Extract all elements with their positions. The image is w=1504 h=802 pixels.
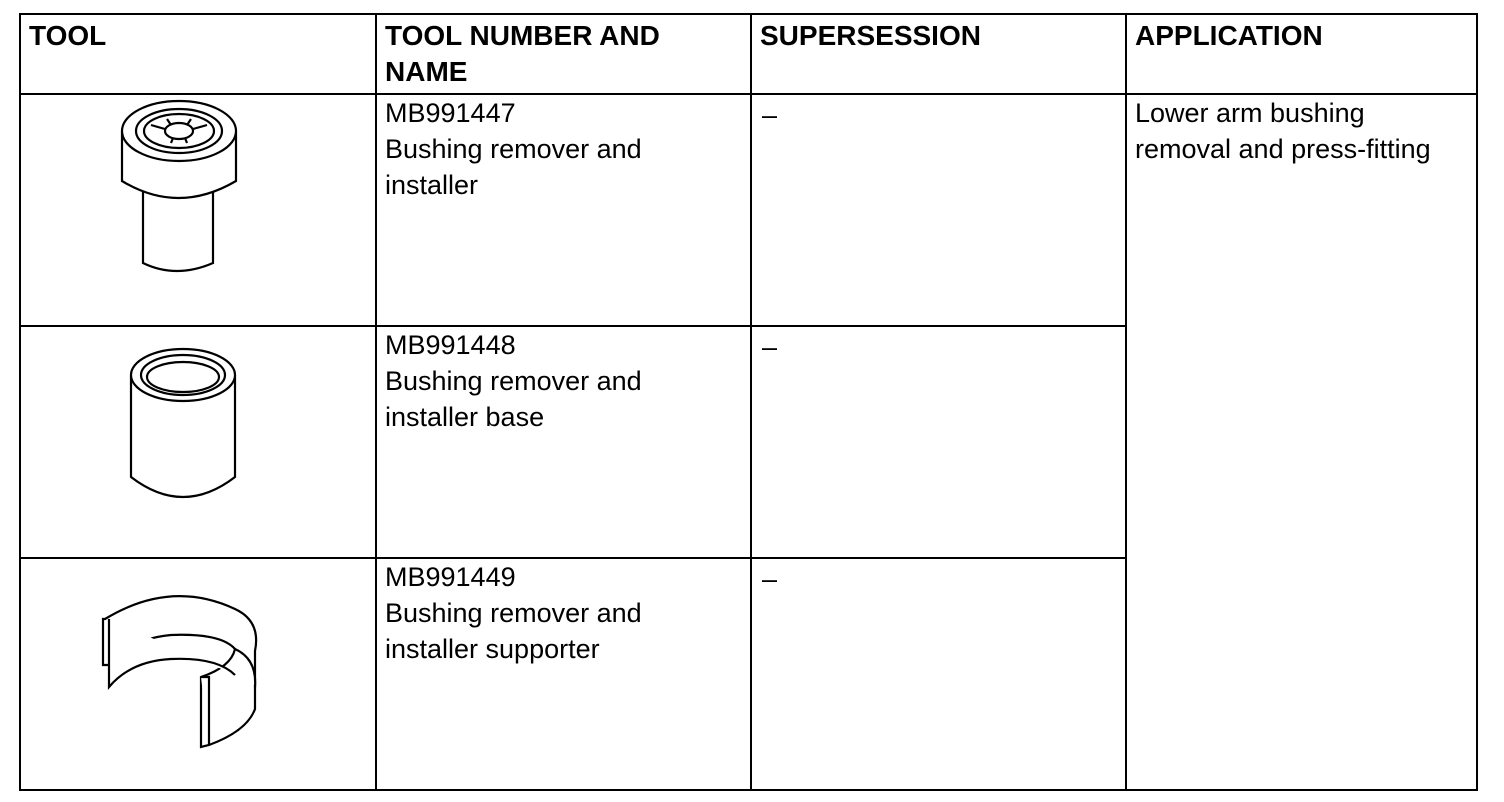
tool-image-cell — [20, 558, 376, 790]
supersession-value: – — [762, 332, 778, 362]
header-tool-number-name: TOOL NUMBER AND NAME — [376, 14, 751, 94]
tool-name: Bushing remover and installer base — [385, 366, 642, 432]
tool-number-name-cell — [376, 558, 751, 790]
header-supersession: SUPERSESSION — [751, 14, 1126, 94]
bushing-installer-base-icon — [21, 327, 377, 555]
bushing-remover-installer-icon — [21, 95, 377, 323]
tool-number: MB991447 — [385, 98, 516, 128]
special-tools-table — [19, 13, 1478, 791]
bushing-installer-supporter-icon — [21, 559, 377, 787]
supersession-cell — [751, 94, 1126, 326]
tool-image-cell — [20, 94, 376, 326]
application-text: Lower arm bushing removal and press-fitting — [1135, 98, 1431, 164]
tool-number-name-cell — [376, 94, 751, 326]
application-cell — [1126, 94, 1477, 790]
supersession-cell — [751, 326, 1126, 558]
tool-number: MB991448 — [385, 330, 516, 360]
tool-number-name-cell — [376, 326, 751, 558]
tool-name: Bushing remover and installer — [385, 134, 642, 200]
supersession-cell — [751, 558, 1126, 790]
supersession-value: – — [762, 100, 778, 130]
table-row — [20, 94, 1477, 326]
tool-image-cell — [20, 326, 376, 558]
header-tool: TOOL — [20, 14, 376, 94]
supersession-value: – — [762, 564, 778, 594]
tool-number: MB991449 — [385, 562, 516, 592]
header-application: APPLICATION — [1126, 14, 1477, 94]
header-row — [20, 14, 1477, 94]
tool-name: Bushing remover and installer supporter — [385, 598, 642, 664]
